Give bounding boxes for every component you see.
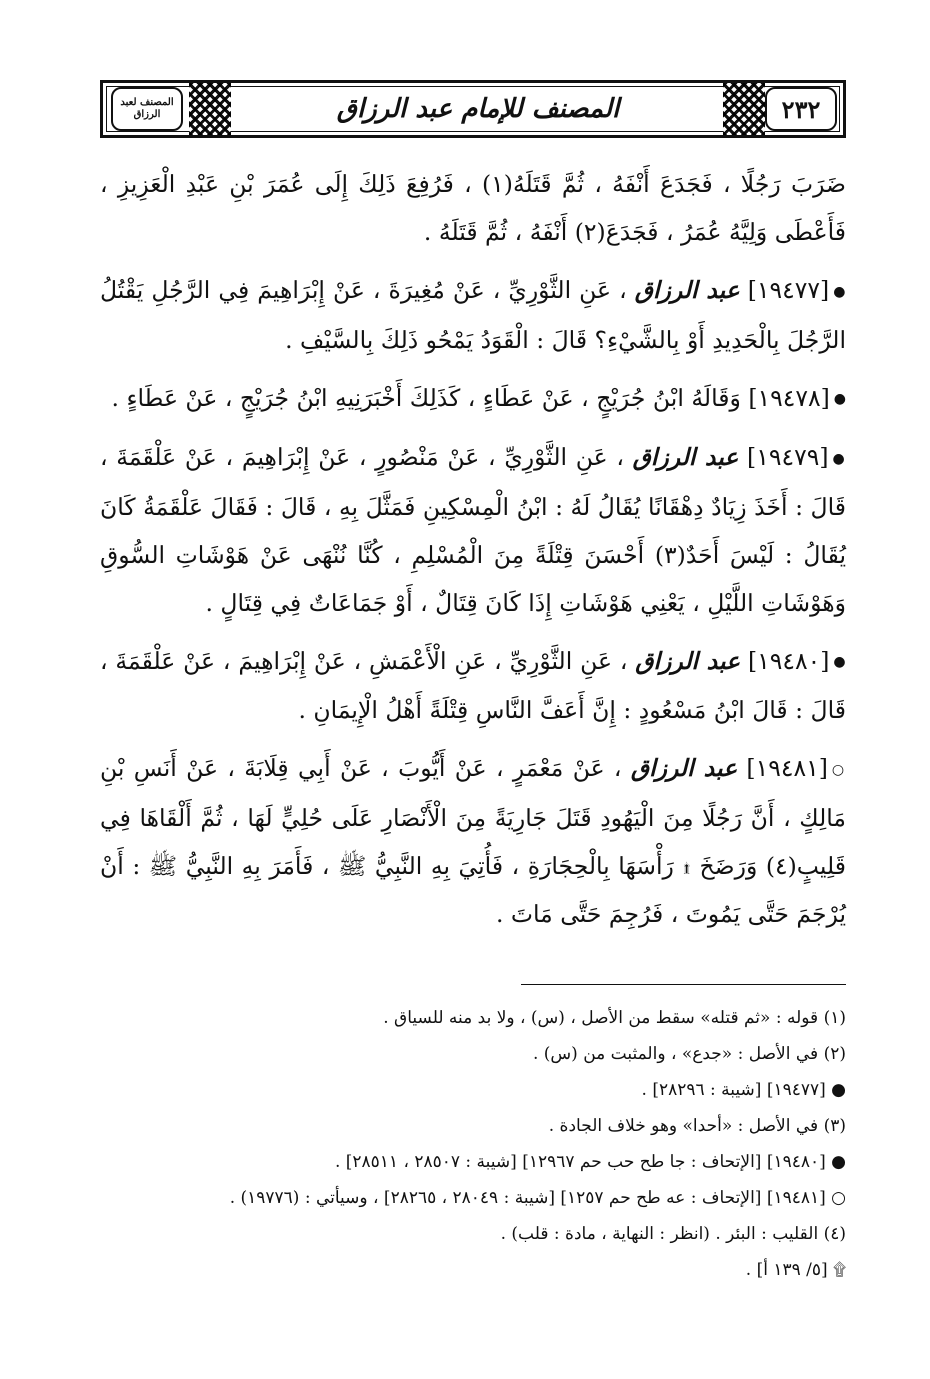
hadith-19481 [100, 744, 846, 938]
circle-marker: ○ [831, 761, 846, 778]
hadith-number: [١٩٤٨١] [746, 754, 828, 782]
hadith-19479 [100, 433, 846, 627]
hadith-number: [١٩٤٧٨] [748, 383, 830, 412]
bullet-marker: ● [833, 391, 846, 407]
book-medallion: المصنف لعبد الرزاق [111, 87, 183, 131]
paragraph-text: ، عَنِ الثَّوْرِيِّ ، عَنِ الْأَعْمَشِ ، عَنْ إِبْرَاهِيمَ ، عَنْ عَلْقَمَةَ ، قَالَ : قَالَ ابْنُ مَسْعُودٍ : إِنَّ أَعَفَّ النَّاسِ قِتْلَةً أَهْلُ الْإِيمَانِ . [100, 646, 846, 724]
footnote-ref-19480: ● [١٩٤٨٠] [الإتحاف : جا طح حب حم ١٢٩٦٧] [شيبة : ٢٨٥٠٧ ، ٢٨٥١١] . [334, 1152, 846, 1172]
paragraph-text: ، عَنِ الثَّوْرِيِّ ، عَنْ مُغِيرَةَ ، عَنْ إِبْرَاهِيمَ فِي الرَّجُلِ يَقْتُلُ الرَّجُلَ بِالْحَدِيدِ أَوْ بِالشَّيْءِ؟ قَالَ : الْقَوَدُ يَمْحُو ذَلِكَ بِالسَّيْفِ . [100, 276, 846, 354]
hadith-19478 [100, 374, 846, 424]
footnote-ref-19481: ○ [١٩٤٨١] [الإتحاف : عه طح حم ١٢٥٧] [شيبة : ٢٨٠٤٩ ، ٢٨٢٦٥] ، وسيأتي : (١٩٧٧٦) . [229, 1188, 846, 1208]
paragraph-text: وَقَالَهُ ابْنُ جُرَيْجٍ ، عَنْ عَطَاءٍ ، كَذَلِكَ أَخْبَرَنِيهِ ابْنُ جُرَيْجٍ ، عَنْ عَطَاءٍ . [111, 383, 741, 412]
hadith-number: [١٩٤٧٩] [747, 443, 829, 471]
main-text [100, 160, 846, 948]
bullet-marker: ● [833, 654, 846, 670]
bullet-marker: ● [832, 450, 846, 467]
narrator-head: عبد الرزاق [632, 443, 739, 471]
page-header [100, 80, 846, 138]
narrator-head: عبد الرزاق [635, 646, 741, 675]
folio-reference: ۩ [٥/ ١٣٩ أ] . [745, 1260, 846, 1280]
footnote-1: (١) قوله : «ثم قتله» سقط من الأصل ، (س) ، ولا بد منه للسياق . [383, 1008, 846, 1028]
footnote-3: (٣) في الأصل : «أحدا» وهو خلاف الجادة . [548, 1116, 846, 1136]
hadith-19477 [100, 266, 846, 364]
header-ornament-left [189, 83, 231, 135]
header-ornament-right [723, 83, 765, 135]
narrator-head: عبد الرزاق [630, 754, 738, 782]
paragraph-text: ، عَنْ مَعْمَرٍ ، عَنْ أَيُّوبَ ، عَنْ أَبِي قِلَابَةَ ، عَنْ أَنَسِ بْنِ مَالِكٍ ، أَنَّ رَجُلًا مِنَ الْيَهُودِ قَتَلَ جَارِيَةً مِنَ الْأَنْصَارِ عَلَى حُلِيٍّ لَهَا ، ثُمَّ أَلْقَاهَا فِي قَلِيبٍ(٤) وَرَضَخَ ۩ رَأْسَهَا بِالْحِجَارَةِ ، فَأُتِيَ بِهِ النَّبِيُّ ﷺ ، فَأَمَرَ بِهِ النَّبِيُّ ﷺ : أَنْ يُرْجَمَ حَتَّى يَمُوتَ ، فَرُجِمَ حَتَّى مَاتَ . [100, 754, 846, 928]
footnote-separator [521, 984, 846, 985]
page-number: ٢٣٢ [765, 87, 837, 131]
paragraph-continuation [100, 160, 846, 256]
footnotes [150, 1000, 846, 1288]
paragraph-text: ضَرَبَ رَجُلًا ، فَجَدَعَ أَنْفَهُ ، ثُمَّ قَتَلَهُ(١) ، فَرُفِعَ ذَلِكَ إِلَى عُمَرَ بْنِ عَبْدِ الْعَزِيزِ ، فَأَعْطَى وَلِيَّهُ عُمَرُ ، فَجَدَعَ(٢) أَنْفَهُ ، ثُمَّ قَتَلَهُ . [100, 170, 846, 246]
running-title: المصنف للإمام عبد الرزاق [336, 94, 620, 124]
paragraph-text: ، عَنِ الثَّوْرِيِّ ، عَنْ مَنْصُورٍ ، عَنْ إِبْرَاهِيمَ ، عَنْ عَلْقَمَةَ ، قَالَ : أَخَذَ زِيَادٌ دِهْقَانًا يُقَالُ لَهُ : ابْنُ الْمِسْكِينِ فَمَثَّلَ بِهِ ، قَالَ : فَقَالَ عَلْقَمَةُ كَانَ يُقَالُ : لَيْسَ أَحَدٌ(٣) أَحْسَنَ قِتْلَةً مِنَ الْمُسْلِمِ ، كُنَّا نُنْهَى عَنْ هَوْشَاتِ السُّوقِ وَهَوْشَاتِ اللَّيْلِ ، يَعْنِي هَوْشَاتِ إِذَا كَانَ قِتَالٌ ، أَوْ جَمَاعَاتٌ فِي قِتَالٍ . [100, 443, 847, 617]
narrator-head: عبد الرزاق [634, 276, 740, 304]
footnote-4: (٤) القليب : البئر . (انظر : النهاية ، مادة : قلب) . [500, 1224, 846, 1244]
bullet-marker: ● [833, 283, 846, 300]
footnote-ref-19477: ● [١٩٤٧٧] [شيبة : ٢٨٢٩٦] . [641, 1080, 846, 1100]
hadith-19480 [100, 637, 846, 735]
hadith-number: [١٩٤٨٠] [747, 646, 830, 675]
hadith-number: [١٩٤٧٧] [747, 276, 830, 304]
footnote-2: (٢) في الأصل : «جدع» ، والمثبت من (س) . [532, 1044, 846, 1064]
